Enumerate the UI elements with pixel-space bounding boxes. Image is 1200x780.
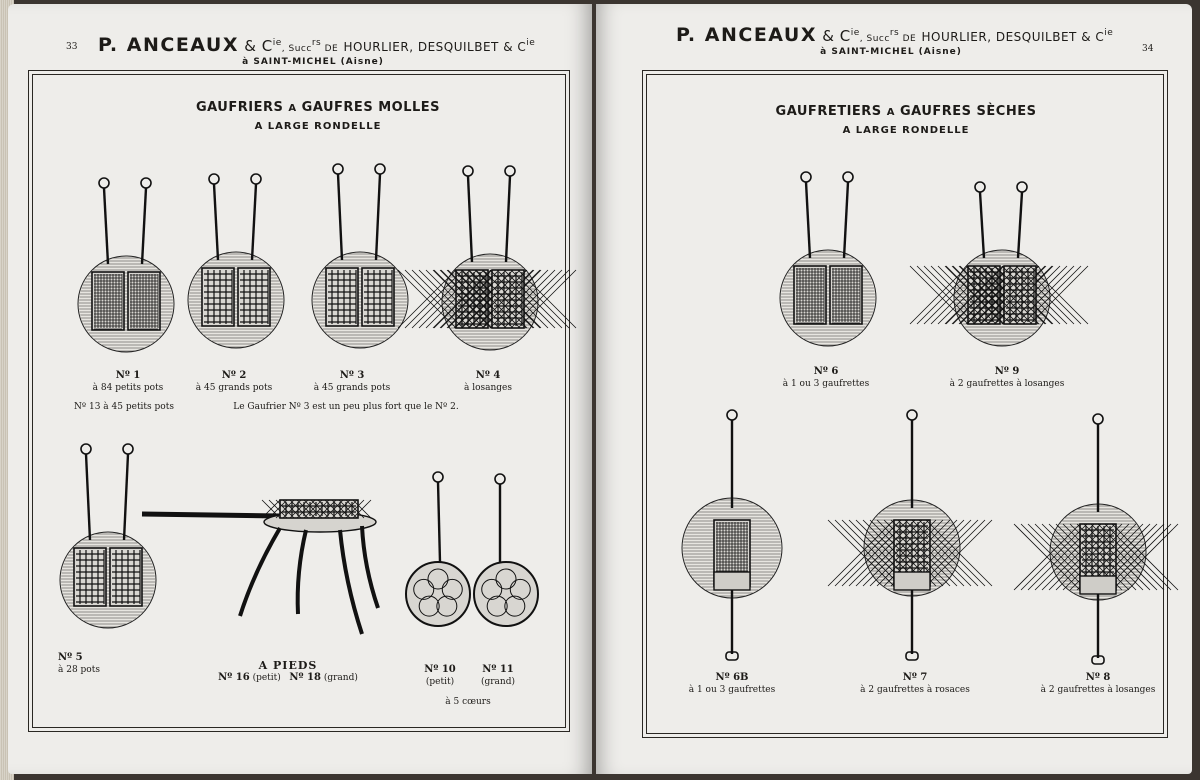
caption-a-pieds: A PIEDS Nº 16 (petit) Nº 18 (grand) bbox=[218, 659, 358, 683]
right-page bbox=[596, 4, 1192, 774]
note-no3-stronger: Le Gaufrier Nº 3 est un peu plus fort que le Nº 2. bbox=[233, 402, 459, 412]
caption-no8: Nº 8 à 2 gaufrettes à losanges bbox=[1040, 672, 1156, 695]
firm-name: P. ANCEAUX bbox=[676, 24, 817, 46]
waffle-iron-on-legs-illustration bbox=[130, 484, 390, 644]
caption-no7: Nº 7 à 2 gaufrettes à rosaces bbox=[860, 672, 970, 695]
page-header-left: P. ANCEAUX & $C^{ie}$, Succ$^{rs}$ DE HOURLIER, DESQUILBET & $C^{ie}$ à SAINT-MICHEL (Aisne) bbox=[98, 34, 536, 67]
wafer-iron-no6-illustration bbox=[772, 170, 884, 360]
caption-no10: Nº 10 (petit) bbox=[424, 664, 456, 687]
firm-location: à SAINT-MICHEL (Aisne) bbox=[820, 47, 962, 57]
caption-no2: Nº 2 à 45 grands pots bbox=[195, 370, 273, 393]
caption-no6: Nº 6 à 1 ou 3 gaufrettes bbox=[782, 366, 870, 389]
waffle-iron-no1-illustration bbox=[70, 176, 182, 366]
firm-name: P. ANCEAUX bbox=[98, 34, 239, 56]
caption-no4: Nº 4 à losanges bbox=[463, 370, 512, 393]
caption-no11: Nº 11 (grand) bbox=[480, 664, 515, 687]
wafer-iron-no7-illustration bbox=[860, 408, 964, 670]
note-no13: Nº 13 à 45 petits pots bbox=[74, 402, 174, 412]
waffle-iron-no2-illustration bbox=[180, 172, 292, 362]
waffle-iron-no3-illustration bbox=[304, 162, 416, 362]
page-number-left: 33 bbox=[66, 42, 78, 52]
page-header-right: P. ANCEAUX & $C^{ie}$, Succ$^{rs}$ DE HOURLIER, DESQUILBET & $C^{ie}$ à SAINT-MICHEL (Aisne) bbox=[676, 24, 1114, 57]
wafer-iron-no8-illustration bbox=[1046, 412, 1150, 670]
heart-waffle-iron-illustration bbox=[400, 470, 548, 650]
caption-no1: Nº 1 à 84 petits pots bbox=[92, 370, 164, 393]
caption-hearts-desc: à 5 cœurs bbox=[445, 697, 491, 707]
caption-no3: Nº 3 à 45 grands pots bbox=[313, 370, 391, 393]
wafer-iron-no9-illustration bbox=[946, 180, 1058, 360]
caption-no5: Nº 5 à 28 pots bbox=[58, 652, 100, 675]
section-title: GAUFRETIERS A GAUFRES SÈCHES A LARGE RONDELLE bbox=[775, 104, 1037, 136]
left-page bbox=[8, 4, 592, 774]
firm-location: à SAINT-MICHEL (Aisne) bbox=[242, 57, 384, 67]
section-title: GAUFRIERS A GAUFRES MOLLES A LARGE RONDELLE bbox=[195, 100, 441, 132]
caption-no6b: Nº 6B à 1 ou 3 gaufrettes bbox=[688, 672, 776, 695]
page-number-right: 34 bbox=[1142, 44, 1154, 54]
wafer-iron-no6b-illustration bbox=[680, 408, 784, 670]
caption-no9: Nº 9 à 2 gaufrettes à losanges bbox=[949, 366, 1065, 389]
waffle-iron-no4-illustration bbox=[434, 164, 546, 364]
